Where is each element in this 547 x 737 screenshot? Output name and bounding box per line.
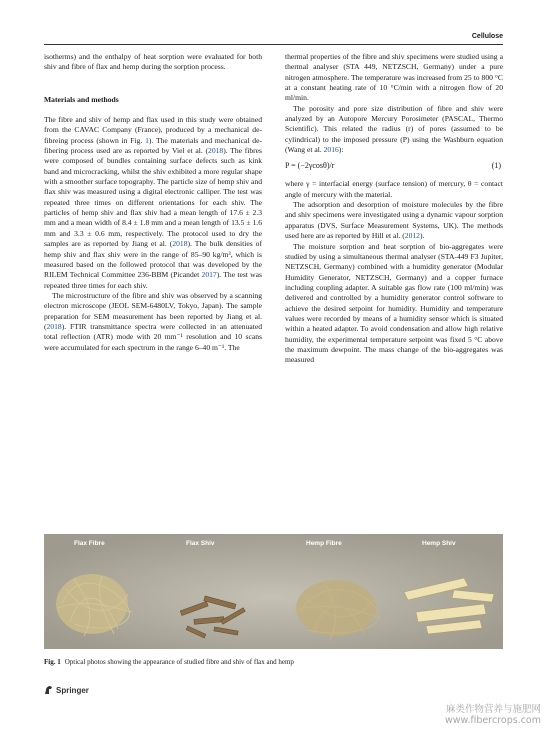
watermark-line: 麻类作物营养与施肥网 (445, 704, 541, 715)
figure-label: Flax Fibre (74, 540, 105, 547)
watermark (391, 704, 541, 726)
porosity-paragraph: The porosity and pore size distribution of fibre and shiv were analyzed by an Autopore Mercury Porosimeter (PASCAL, Thermo Scientific). This related the radius (r) of pores (assumed to be cylindrical) to the imposed pressure (P) using the Washburn equation (Wang et al. 2016): (285, 103, 503, 155)
materials-paragraph: The fibre and shiv of hemp and flax used in this study were obtained from the CAVAC Company (France), produced by a mechanical de-fibreing process (shown in Fig. 1). The materials and mechanical de-fibering process used are as reported by Viel et al. (2018). The fibres were composed of bundles containing surface defects such as kink band and microcracking, whilst the shiv exhibited a more regular shape with a smoother surface topography. The particle size of hemp shiv and flax shiv was measured using a digital electronic calliper. The test was repeated three times on different orientations for each shiv. The particles of hemp shiv and flax shiv had a mean length of 17.6 ± 2.3 mm and a mean width of 8.4 ± 1.8 mm and a mean length of 13.5 ± 1.6 mm and 3.3 ± 0.6 mm, respectively. The protocol used to dry the samples are as reported by Jiang et al. (2018). The bulk densities of hemp shiv and flax shiv were in the range of 85–90 kg/m³, which is measured based on the followed protocol that was developed by the RILEM Technical Committee 236-BBM (Picandet 2017). The test was repeated three times for each shiv. (44, 115, 262, 290)
watermark-line: www.fibercrops.com (444, 715, 541, 726)
figure-1-photo (44, 534, 503, 649)
citation-link[interactable]: 2018 (172, 239, 188, 249)
section-heading: Materials and methods (44, 94, 119, 104)
journal-name: Cellulose (471, 33, 503, 40)
figure-link[interactable]: 1 (145, 135, 149, 145)
citation-link[interactable]: 2012 (404, 231, 420, 241)
left-column (44, 52, 262, 353)
heat-sorption-paragraph: The moisture sorption and heat sorption of bio-aggregates were studied by using a simultaneous thermal analyser (STA-449 F3 Jupiter, NETZSCH, Germany) combined with a humidity generator (Modular Humidity Generator, NETZSCH, Germany) and a copper furnace including coupling adapter. A suitable gas flow rate (100 ml/min) was delivered and controlled by a humidity generator control software to achieve the desired setpoint for humidity. Humidity and temperature values were recorded by means of a humidity sensor which is situated within a heated adapter. To avoid condensation and allow high relative humidity, the experimental temperature setpoint was fixed 5 °C above the maximum dewpoint. The mass change of the bio-aggregates was measured (285, 241, 503, 365)
publisher-name: Springer (56, 685, 89, 695)
running-head (44, 34, 503, 45)
equation-number: (1) (491, 161, 501, 171)
sorption-paragraph: The adsorption and desorption of moisture molecules by the fibre and shiv specimens were investigated using a dynamic vapour sorption apparatus (DVS, Surface Measurement Systems, UK). The methods used here are as reported by Hill et al. (2012). (285, 200, 503, 241)
citation-link[interactable]: 2016 (323, 145, 339, 155)
microstructure-paragraph: The microstructure of the fibre and shiv was observed by a scanning electron microscope (JEOL SEM-6480LV, Tokyo, Japan). The sample preparation for SEM measurement has been reported by Jiang et al. (2018). FTIR transmittance spectra were collected in an attenuated total reflection (ATR) mode with 20 mm⁻¹ resolution and 10 scans were accumulated for each spectrum in the range 6–40 m⁻¹. The (44, 290, 262, 352)
figure-label: Hemp Fibre (306, 540, 342, 547)
figure-caption (44, 658, 503, 666)
caption-label: Fig. 1 (44, 658, 61, 666)
citation-link[interactable]: 2018 (208, 146, 224, 156)
citation-link[interactable]: 2018 (46, 321, 62, 331)
citation-link[interactable]: 2017 (201, 270, 217, 280)
equation-description: where γ = interfacial energy (surface tension) of mercury, θ = contact angle of mercury with the material. (285, 179, 503, 199)
publisher-footer (44, 685, 89, 695)
right-column (285, 52, 503, 366)
figure-label: Hemp Shiv (422, 540, 456, 547)
equation (285, 161, 503, 173)
figure-label: Flax Shiv (186, 540, 215, 547)
springer-horse-icon (44, 685, 53, 695)
intro-paragraph: isotherms) and the enthalpy of heat sorption were evaluated for both shiv and fibre of flax and hemp during the sorption process. (44, 52, 262, 72)
figure-photo-illustration (44, 534, 503, 649)
thermal-paragraph: thermal properties of the fibre and shiv specimens were studied using a thermal analyser (STA 449, NETZSCH, Germany) under a pure nitrogen atmosphere. The temperature was increased from 25 to 800 °C at a constant heating rate of 10 °C/min with a nitrogen flow of 20 ml/min. (285, 52, 503, 103)
caption-text: Optical photos showing the appearance of studied fibre and shiv of flax and hemp (64, 658, 294, 666)
equation-body: P = (−2γcosθ)/r (285, 161, 335, 171)
